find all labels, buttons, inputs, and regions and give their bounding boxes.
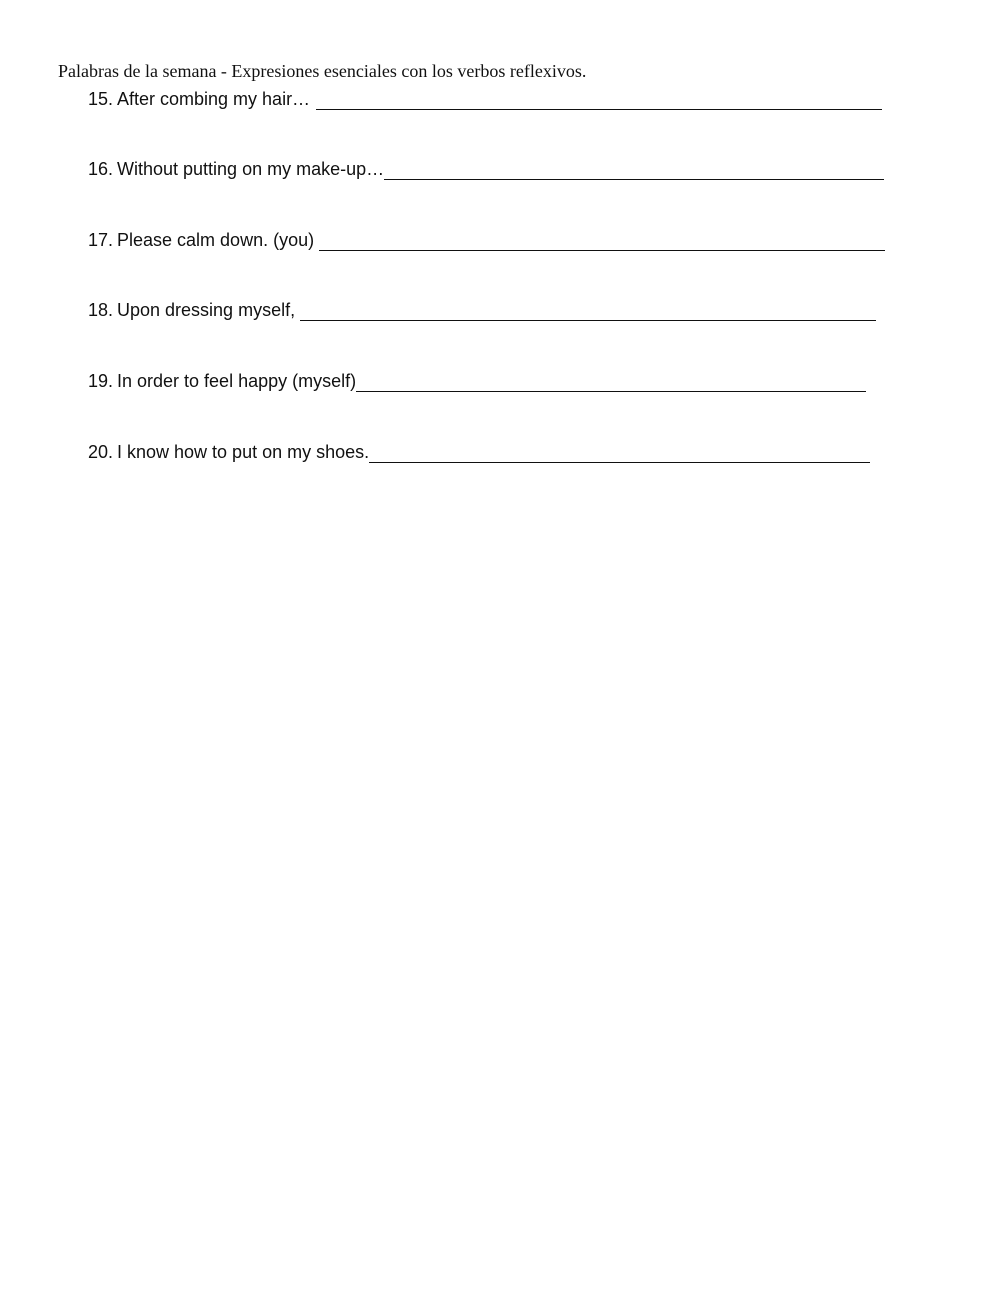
question-number: 20. <box>88 442 114 462</box>
answer-blank-19[interactable] <box>356 370 866 392</box>
question-18 <box>88 295 876 321</box>
question-number: 17. <box>88 230 114 250</box>
question-prompt: Upon dressing myself, <box>117 300 296 320</box>
question-prompt: I know how to put on my shoes. <box>117 442 370 462</box>
question-number: 19. <box>88 371 114 391</box>
answer-blank-20[interactable] <box>369 441 870 463</box>
question-prompt: Without putting on my make-up… <box>117 159 385 179</box>
question-16 <box>88 154 884 180</box>
question-19 <box>88 366 866 392</box>
answer-blank-17[interactable] <box>319 229 885 251</box>
question-prompt: In order to feel happy (myself) <box>117 371 357 391</box>
worksheet-title: Palabras de la semana - Expresiones esenciales con los verbos reflexivos. <box>58 61 587 81</box>
answer-blank-15[interactable] <box>316 88 882 110</box>
question-17 <box>88 225 885 251</box>
question-number: 15. <box>88 89 114 109</box>
question-20 <box>88 437 870 463</box>
question-number: 16. <box>88 159 114 179</box>
question-15 <box>88 84 882 110</box>
answer-blank-16[interactable] <box>384 158 884 180</box>
question-number: 18. <box>88 300 114 320</box>
question-prompt: Please calm down. (you) <box>117 230 315 250</box>
answer-blank-18[interactable] <box>300 299 876 321</box>
question-prompt: After combing my hair… <box>117 89 311 109</box>
